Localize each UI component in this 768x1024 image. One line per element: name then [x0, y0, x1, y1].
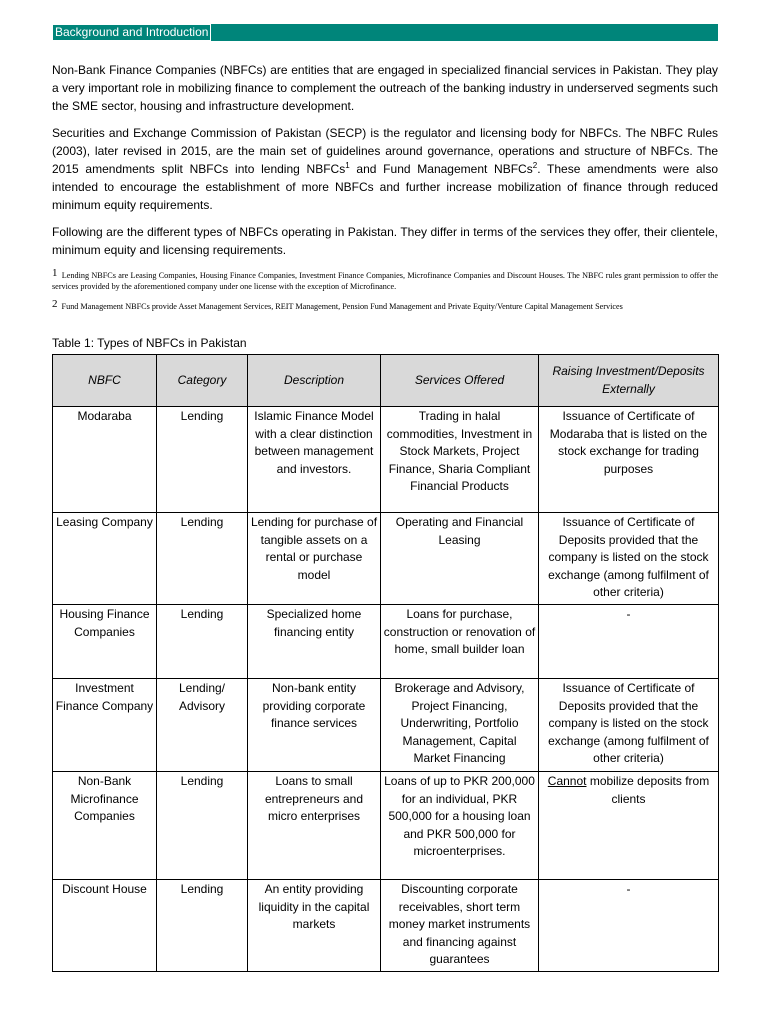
footnote-1-number: 1: [52, 267, 58, 279]
cell-services: Loans of up to PKR 200,000 for an individual, PKR 500,000 for a housing loan and PKR 500,000 for microenterprises.: [381, 771, 539, 879]
p2-text-a: Securities and Exchange Commission of Pakistan (SECP) is the regulator and licensing body for NBFCs. The NBFC Rules (2003), later revised in 2015, are the main set of guidelines around governance, operations and structure of NBFCs. The 2015 amendments split NBFCs into lending NBFCs: [52, 126, 718, 176]
section-heading: Background and Introduction: [52, 24, 211, 41]
cell-description: Non-bank entity providing corporate finance services: [248, 678, 381, 771]
cell-nbfc: Investment Finance Company: [53, 678, 157, 771]
cell-description: Lending for purchase of tangible assets on a rental or purchase model: [248, 513, 381, 605]
nbfc-types-table: [52, 354, 719, 972]
footnote-ref-1: 1: [345, 161, 350, 170]
cell-raising: Issuance of Certificate of Modaraba that is listed on the stock exchange for trading purposes: [539, 407, 719, 513]
header-nbfc: NBFC: [53, 355, 157, 407]
document-page: [52, 24, 718, 972]
cell-nbfc: Housing Finance Companies: [53, 604, 157, 678]
cell-category: Lending: [157, 879, 248, 971]
footnote-2-number: 2: [52, 298, 58, 310]
cell-nbfc: Discount House: [53, 879, 157, 971]
p2-text-c: . These amendments were also intended to encourage the establishment of more NBFCs and further increase mobilization of finance through reduced minimum equity requirements.: [52, 162, 719, 212]
cell-nbfc: Leasing Company: [53, 513, 157, 605]
table-row: [53, 407, 719, 513]
cell-category: Lending: [157, 513, 248, 605]
header-services: Services Offered: [381, 355, 539, 407]
cell-description: Loans to small entrepreneurs and micro enterprises: [248, 771, 381, 879]
table-row: [53, 513, 719, 605]
footnote-2-text: Fund Management NBFCs provide Asset Management Services, REIT Management, Pension Fund Management and Private Equity/Venture Capital Management Services: [61, 302, 623, 311]
cell-services: Brokerage and Advisory, Project Financing, Underwriting, Portfolio Management, Capital Market Financing: [381, 678, 539, 771]
section-heading-bar: [52, 24, 718, 41]
footnote-2: [52, 299, 718, 312]
cell-services: Trading in halal commodities, Investment in Stock Markets, Project Finance, Sharia Compliant Financial Products: [381, 407, 539, 513]
header-category: Category: [157, 355, 248, 407]
cell-raising: -: [539, 879, 719, 971]
cell-category: Lending: [157, 407, 248, 513]
table-row: [53, 678, 719, 771]
cannot-emphasis: Cannot: [547, 773, 587, 788]
cell-description: Islamic Finance Model with a clear distinction between management and investors.: [248, 407, 381, 513]
cell-category: Lending/ Advisory: [157, 678, 248, 771]
cell-raising: [539, 771, 719, 879]
cell-raising-text: mobilize deposits from clients: [589, 773, 710, 806]
cell-raising: Issuance of Certificate of Deposits provided that the company is listed on the stock exchange (among fulfilment of other criteria): [539, 678, 719, 771]
table-header-row: [53, 355, 719, 407]
footnote-1: [52, 268, 718, 292]
table-row: [53, 604, 719, 678]
table-caption: Table 1: Types of NBFCs in Pakistan: [52, 336, 247, 350]
table-row: [53, 879, 719, 971]
footnote-1-text: Lending NBFCs are Leasing Companies, Housing Finance Companies, Investment Finance Companies, Microfinance Companies and Discount Houses. The NBFC rules grant permission to offer the services provided by the aforementioned company under one license with the exception of Microfinance.: [52, 271, 718, 291]
cell-category: Lending: [157, 604, 248, 678]
intro-paragraph-1: Non-Bank Finance Companies (NBFCs) are entities that are engaged in specialized financial services in Pakistan. They play a very important role in mobilizing finance to complement the outreach of the banking industry in underserved segments such the SME sector, housing and infrastructure development.: [52, 63, 718, 113]
table-row: [53, 771, 719, 879]
cell-nbfc: Modaraba: [53, 407, 157, 513]
footnote-ref-2: 2: [532, 161, 538, 170]
cell-category: Lending: [157, 771, 248, 879]
p2-text-b: and Fund Management NBFCs: [349, 162, 533, 176]
header-description: Description: [248, 355, 381, 407]
intro-paragraph-3: Following are the different types of NBFCs operating in Pakistan. They differ in terms of the services they offer, their clientele, minimum equity and licensing requirements.: [52, 225, 718, 257]
header-raising-investment: Raising Investment/Deposits Externally: [539, 355, 719, 407]
cell-services: Loans for purchase, construction or renovation of home, small builder loan: [381, 604, 539, 678]
cell-description: Specialized home financing entity: [248, 604, 381, 678]
cell-nbfc: Non-Bank Microfinance Companies: [53, 771, 157, 879]
intro-paragraph-2: [52, 124, 718, 214]
cell-raising: -: [539, 604, 719, 678]
cell-services: Discounting corporate receivables, short term money market instruments and financing against guarantees: [381, 879, 539, 971]
cell-raising: Issuance of Certificate of Deposits provided that the company is listed on the stock exchange (among fulfilment of other criteria): [539, 513, 719, 605]
cell-services: Operating and Financial Leasing: [381, 513, 539, 605]
cell-description: An entity providing liquidity in the capital markets: [248, 879, 381, 971]
